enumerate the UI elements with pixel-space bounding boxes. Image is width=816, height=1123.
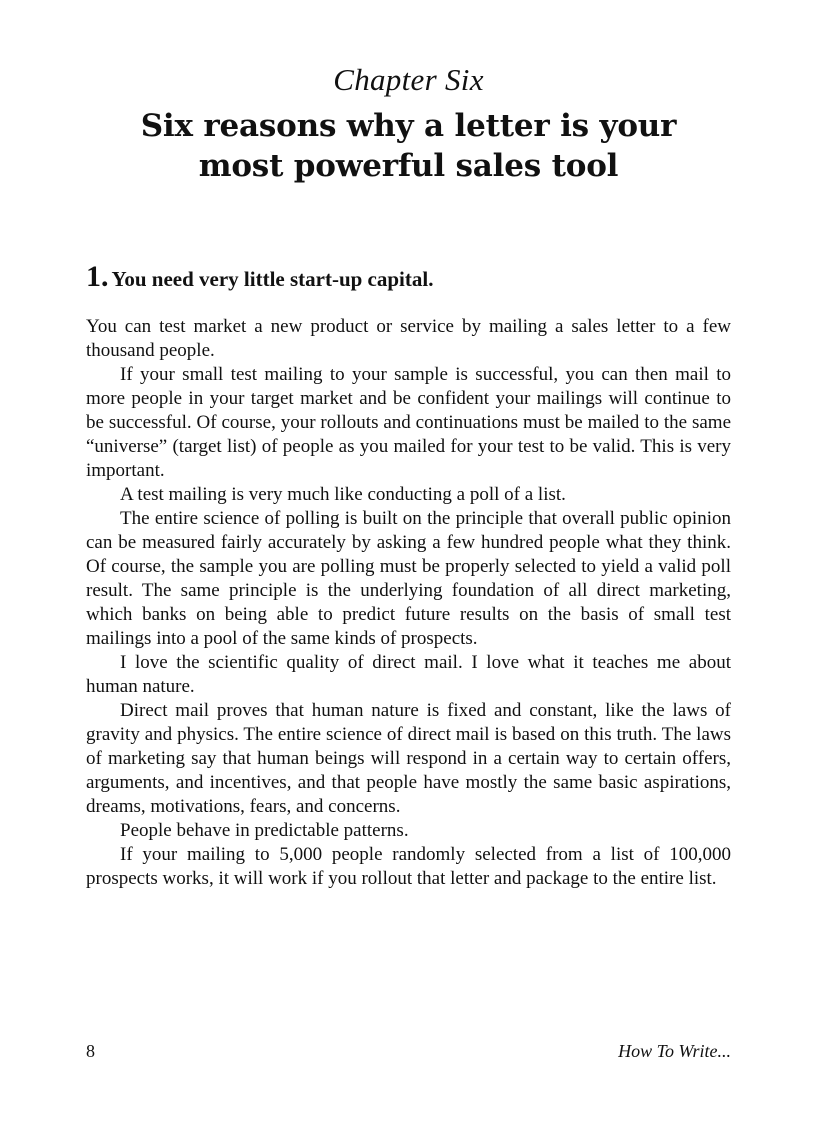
page-number: 8 bbox=[86, 1041, 95, 1061]
paragraph: I love the scientific quality of direct mail. I love what it teaches me about human nature. bbox=[86, 652, 731, 697]
paragraph: A test mailing is very much like conducting a poll of a list. bbox=[120, 484, 566, 505]
section-number: 1. bbox=[86, 260, 109, 293]
paragraph: The entire science of polling is built on the principle that overall public opinion can be measured fairly accurately by asking a few hundred people what they think. Of course, the sample you are polling must be properly selected to yield a valid poll result. The same principle is the underlying foundation of all direct marketing, which banks on being able to predict future results on the basis of small test mailings into a pool of the same kinds of prospects. bbox=[86, 508, 731, 649]
paragraph: You can test market a new product or service by mailing a sales letter to a few thousand people. bbox=[86, 316, 731, 361]
section-heading bbox=[86, 262, 731, 294]
paragraph: People behave in predictable patterns. bbox=[120, 820, 409, 841]
chapter-title bbox=[86, 106, 731, 186]
page-footer bbox=[86, 1040, 731, 1062]
chapter-label: Chapter Six bbox=[333, 62, 484, 97]
paragraph: If your mailing to 5,000 people randomly selected from a list of 100,000 prospects works, it will work if you rollout that letter and package to the entire list. bbox=[86, 844, 731, 889]
book-page bbox=[86, 60, 731, 891]
paragraph: If your small test mailing to your sample is successful, you can then mail to more people in your target market and be confident your mailings will continue to be successful. Of course, your rollouts and continuations must be mailed to the same “universe” (target list) of people as you mailed for your test to be valid. This is very important. bbox=[86, 364, 731, 481]
chapter-title-line-2: most powerful sales tool bbox=[198, 148, 619, 184]
paragraph: Direct mail proves that human nature is fixed and constant, like the laws of gravity and physics. The entire science of direct mail is based on this truth. The laws of marketing say that human beings will respond in a certain way to certain offers, arguments, and incentives, and that people have mostly the same basic aspirations, dreams, motivations, fears, and concerns. bbox=[86, 700, 731, 817]
section-heading-text: You need very little start-up capital. bbox=[111, 267, 434, 291]
chapter-title-line-1: Six reasons why a letter is your bbox=[140, 108, 677, 144]
running-title: How To Write... bbox=[618, 1041, 731, 1061]
body-text bbox=[86, 315, 731, 891]
